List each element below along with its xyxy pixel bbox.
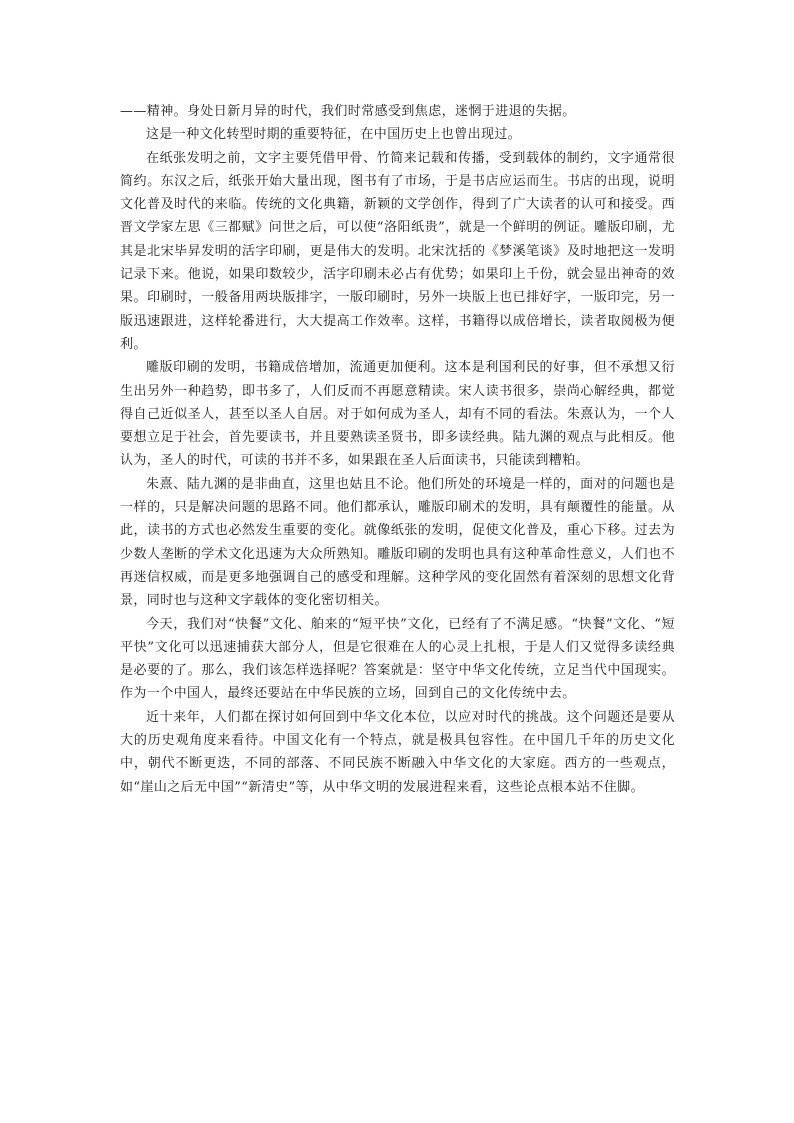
- paragraph-1: ——精神。身处日新月异的时代，我们时常感受到焦虑，迷惘于进退的失据。: [120, 104, 576, 119]
- paragraph-2: 这是一种文化转型时期的重要特征，在中国历史上也曾出现过。: [146, 127, 522, 143]
- paragraph-4: 雕版印刷的发明，书籍成倍增加，流通更加便利。这本是利国利民的好事，但不承想又衍生出另外一种趋势，即书多了，人们反而不再愿意精读。宋人读书很多，崇尚心解经典，都觉得自己近似圣人，甚至以圣人自居。对于如何成为圣人，却有不同的看法。朱熹认为，一个人要想立足于社会，首先要读书，并且要熟读圣贤书，即多读经典。陆九渊的观点与此相反。他认为，圣人的时代，可读的书并不多，如果跟在圣人后面读书，只能读到糟粕。: [120, 360, 675, 469]
- paragraph-6: 今天，我们对“快餐”文化、舶来的“短平快”文化，已经有了不满足感。“快餐”文化、“短平快”文化可以迅速捕获大部分人，但是它很难在人的心灵上扎根，于是人们又觉得多读经典是必要的了。那么，我们该怎样选择呢？答案就是：坚守中华文化传统，立足当代中国现实。作为一个中国人，最终还要站在中华民族的立场，回到自己的文化传统中去。: [120, 616, 675, 702]
- paragraph-3: 在纸张发明之前，文字主要凭借甲骨、竹简来记载和传播，受到载体的制约，文字通常很简约。东汉之后，纸张开始大量出现，图书有了市场，于是书店应运而生。书店的出现，说明文化普及时代的来临。传统的文化典籍，新颖的文学创作，得到了广大读者的认可和接受。西晋文学家左思《三都赋》问世之后，可以使“洛阳纸贵”，就是一个鲜明的例证。雕版印刷，尤其是北宋毕昇发明的活字印刷，更是伟大的发明。北宋沈括的《梦溪笔谈》及时地把这一发明记录下来。他说，如果印数较少，活字印刷未必占有优势；如果印上千份，就会显出神奇的效果。印刷时，一般备用两块版排字，一版印刷时，另外一块版上也已排好字，一版印完，另一版迅速跟进，这样轮番进行，大大提高工作效率。这样，书籍得以成倍增长，读者取阅极为便利。: [120, 150, 675, 352]
- paragraph-5: 朱熹、陆九渊的是非曲直，这里也姑且不论。他们所处的环境是一样的，面对的问题也是一样的，只是解决问题的思路不同。他们都承认，雕版印刷术的发明，具有颠覆性的能量。从此，读书的方式也必然发生重要的变化。就像纸张的发明，促使文化普及，重心下移。过去为少数人垄断的学术文化迅速为大众所熟知。雕版印刷的发明也具有这种革命性意义，人们也不再迷信权威，而是更多地强调自己的感受和理解。这种学风的变化固然有着深刻的思想文化背景，同时也与这种文字载体的变化密切相关。: [120, 476, 675, 609]
- paragraph-7: 近十来年，人们都在探讨如何回到中华文化本位，以应对时代的挑战。这个问题还是要从大的历史观角度来看待。中国文化有一个特点，就是极具包容性。在中国几千年的历史文化中，朝代不断更迭，不同的部落、不同民族不断融入中华文化的大家庭。西方的一些观点，如“崖山之后无中国”“新清史”等，从中华文明的发展进程来看，这些论点根本站不住脚。: [120, 709, 675, 795]
- document-page: [120, 100, 675, 799]
